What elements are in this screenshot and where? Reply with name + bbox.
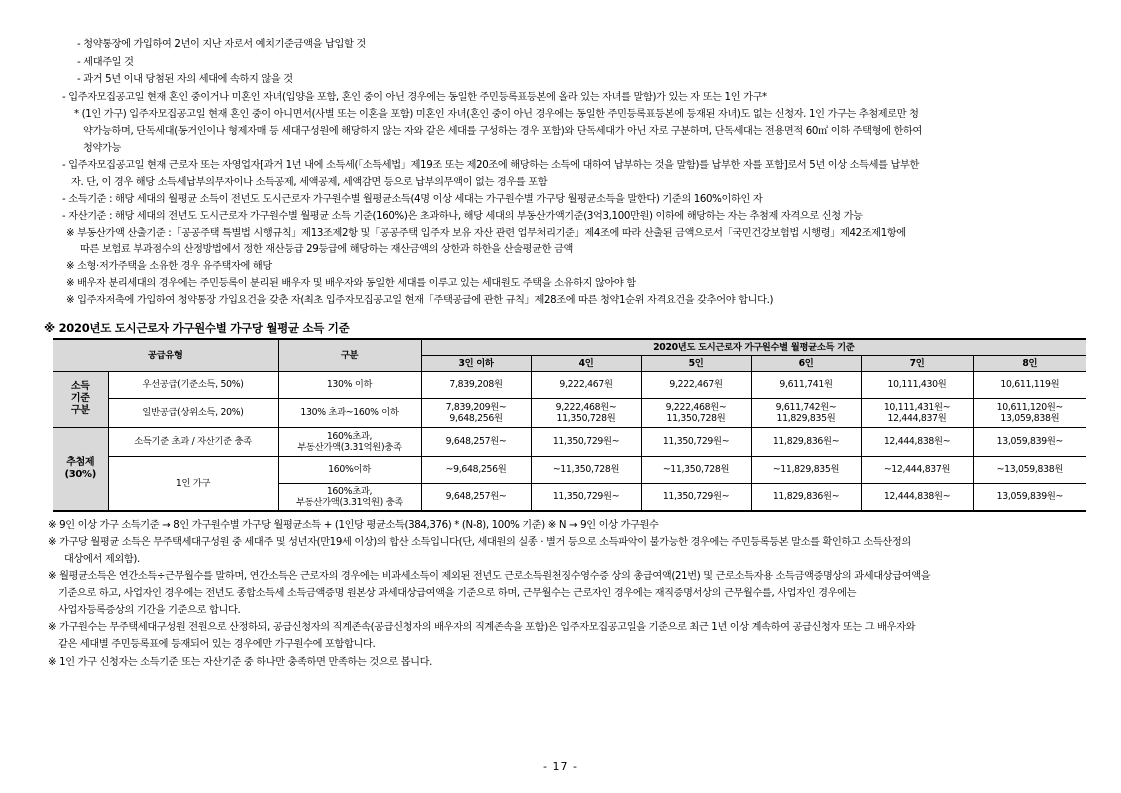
cell-type: 일반공급(상위소득, 20%)	[108, 398, 278, 427]
page-number: - 17 -	[543, 760, 578, 773]
cell-value: 12,444,838원~	[861, 427, 973, 456]
intro-line: 자. 단, 이 경우 해당 소득세납부의무자이나 소득공제, 세액공제, 세액감면 등으로 납부의무액이 없는 경우를 포함	[71, 177, 548, 188]
cell-value: 9,611,741원	[751, 371, 861, 398]
cell-value: 9,222,468원~ 11,350,728원	[641, 398, 751, 427]
header-size: 4인	[531, 355, 641, 371]
header-division: 구분	[278, 339, 421, 371]
table-row	[53, 398, 1086, 427]
cell-division: 160%이하	[278, 456, 421, 483]
footnote-line: 사업자등록증상의 기간을 기준으로 합니다.	[58, 605, 241, 616]
cell-value: ~11,829,835원	[751, 456, 861, 483]
footnote-line: ※ 9인 이상 가구 소득기준 → 8인 가구원수별 가구당 월평균소득 + (1인당 평균소득(384,376) * (N-8), 100% 기준) ※ N → 9인 이상 가구원수	[48, 520, 659, 531]
intro-line: 약가능하며, 단독세대(동거인이나 형제자매 등 세대구성원에 해당하지 않는 자와 같은 세대를 구성하는 경우 포함)와 단독세대가 아닌 자로 구분하며, 단독세대는 전용면적 60㎡ 이하 주택형에 한하여	[83, 126, 922, 137]
footnote-line: ※ 1인 가구 신청자는 소득기준 또는 자산기준 중 하나만 충족하면 만족하는 것으로 봅니다.	[48, 657, 433, 668]
cell-division: 160%초과, 부동산가액(3.31억원) 충족	[278, 483, 421, 511]
cell-value: ~11,350,728원	[641, 456, 751, 483]
table-row	[53, 371, 1086, 398]
cell-type: 우선공급(기준소득, 50%)	[108, 371, 278, 398]
intro-line: ※ 배우자 분리세대의 경우에는 주민등록이 분리된 배우자 및 배우자와 동일한 세대를 이루고 있는 세대원도 주택을 소유하지 않아야 함	[66, 278, 636, 289]
intro-line: - 세대주일 것	[77, 57, 134, 68]
cell-value: ~9,648,256원	[421, 456, 531, 483]
group-income-label: 소득 기준 구분	[53, 371, 108, 427]
cell-value: ~12,444,837원	[861, 456, 973, 483]
header-income-group: 2020년도 도시근로자 가구원수별 월평균소득 기준	[421, 339, 1086, 355]
cell-value: 9,222,468원~ 11,350,728원	[531, 398, 641, 427]
cell-value: 13,059,839원~	[973, 427, 1086, 456]
footnote-line: 기준으로 하고, 사업자인 경우에는 전년도 종합소득세 소득금액증명 원본상 과세대상급여액을 기준으로 하며, 근무월수는 근로자인 경우에는 재직증명서상의 근무월수를, 사업자인 경우에는	[58, 588, 857, 599]
header-size: 8인	[973, 355, 1086, 371]
cell-division: 160%초과, 부동산가액(3.31억원)충족	[278, 427, 421, 456]
group-lottery-label: 추첨제 (30%)	[53, 427, 108, 511]
cell-value: 9,648,257원~	[421, 483, 531, 511]
intro-line: - 입주자모집공고일 현재 근로자 또는 자영업자[과거 1년 내에 소득세(「소득세법」제19조 또는 제20조에 해당하는 소득에 대하여 납부하는 것을 말함)를 납부한 자를 포함]로서 5년 이상 소득세를 납부한	[62, 160, 919, 171]
cell-value: 11,350,729원~	[531, 427, 641, 456]
footnote-line: ※ 가구당 월평균 소득은 무주택세대구성원 중 세대주 및 성년자(만19세 이상)의 합산 소득입니다(단, 세대원의 실종 · 별거 등으로 소득파악이 불가능한 경우에는 주민등록등본 말소를 확인하고 소득산정의	[48, 537, 911, 548]
intro-line: ※ 입주자저축에 가입하여 청약통장 가입요건을 갖춘 자(최초 입주자모집공고일 현재「주택공급에 관한 규칙」제28조에 따른 청약1순위 자격요건을 갖추어야 합니다.)	[66, 295, 774, 306]
cell-division: 130% 이하	[278, 371, 421, 398]
intro-line: - 과거 5년 이내 당첨된 자의 세대에 속하지 않을 것	[77, 74, 293, 85]
cell-value: 10,611,119원	[973, 371, 1086, 398]
header-size: 5인	[641, 355, 751, 371]
header-size: 6인	[751, 355, 861, 371]
footnote-line: 같은 세대별 주민등록표에 등재되어 있는 경우에만 가구원수에 포함합니다.	[58, 639, 376, 650]
intro-line: - 자산기준 : 해당 세대의 전년도 도시근로자 가구원수별 월평균 소득 기준(160%)은 초과하나, 해당 세대의 부동산가액기준(3억3,100만원) 이하에 해당하는 자는 추첨제 자격으로 신청 가능	[62, 211, 863, 222]
cell-value: ~13,059,838원	[973, 456, 1086, 483]
cell-value: 9,648,257원~	[421, 427, 531, 456]
intro-line: - 청약통장에 가입하여 2년이 지난 자로서 예치기준금액을 납입할 것	[77, 39, 366, 50]
cell-value: 10,111,431원~ 12,444,837원	[861, 398, 973, 427]
cell-value: 11,829,836원~	[751, 483, 861, 511]
header-supply-type: 공급유형	[53, 339, 278, 371]
cell-type: 소득기준 초과 / 자산기준 충족	[108, 427, 278, 456]
footnote-line: ※ 월평균소득은 연간소득÷근무월수를 말하며, 연간소득은 근로자의 경우에는 비과세소득이 제외된 전년도 근로소득원천징수영수증 상의 총급여액(21번) 및 근로소득자용 소득금액증명상의 과세대상급여액을	[48, 571, 931, 582]
cell-value: 7,839,208원	[421, 371, 531, 398]
cell-value: 7,839,209원~ 9,648,256원	[421, 398, 531, 427]
cell-division: 130% 초과~160% 이하	[278, 398, 421, 427]
intro-line: ※ 소형·저가주택을 소유한 경우 유주택자에 해당	[66, 261, 272, 272]
intro-line: ※ 부동산가액 산출기준 :「공공주택 특별법 시행규칙」제13조제2항 및「공공주택 입주자 보유 자산 관련 업무처리기준」제4조에 따라 산출된 금액으로서「국민건강보험법 시행령」제42조제1항에	[66, 228, 906, 239]
cell-type: 1인 가구	[108, 456, 278, 511]
cell-value: 13,059,839원~	[973, 483, 1086, 511]
cell-value: 11,350,729원~	[641, 427, 751, 456]
cell-value: 9,222,467원	[641, 371, 751, 398]
cell-value: 11,350,729원~	[641, 483, 751, 511]
header-size: 7인	[861, 355, 973, 371]
cell-value: 9,611,742원~ 11,829,835원	[751, 398, 861, 427]
cell-value: 11,350,729원~	[531, 483, 641, 511]
footnote-line: ※ 가구원수는 무주택세대구성원 전원으로 산정하되, 공급신청자의 직계존속(공급신청자의 배우자의 직계존속을 포함)은 입주자모집공고일을 기준으로 최근 1년 이상 계속하여 공급신청자 또는 그 배우자와	[48, 622, 916, 633]
cell-value: 9,222,467원	[531, 371, 641, 398]
table-title: ※ 2020년도 도시근로자 가구원수별 가구당 월평균 소득 기준	[44, 321, 350, 335]
intro-line: - 소득기준 : 해당 세대의 월평균 소득이 전년도 도시근로자 가구원수별 월평균소득(4명 이상 세대는 가구원수별 가구당 월평균소득을 말한다) 기준의 160%이하인 자	[62, 194, 763, 205]
cell-value: 10,111,430원	[861, 371, 973, 398]
income-table	[53, 338, 1086, 512]
intro-line: - 입주자모집공고일 현재 혼인 중이거나 미혼인 자녀(입양을 포함, 혼인 중이 아닌 경우에는 동일한 주민등록표등본에 올라 있는 자녀를 말함)가 있는 자 또는 1인 가구*	[62, 92, 767, 103]
intro-line: 따른 보험료 부과점수의 산정방법에서 정한 재산등급 29등급에 해당하는 재산금액의 상한과 하한을 산술평균한 금액	[80, 244, 574, 255]
footnote-line: 대상에서 제외함).	[64, 554, 140, 565]
header-size: 3인 이하	[421, 355, 531, 371]
cell-value: 10,611,120원~ 13,059,838원	[973, 398, 1086, 427]
intro-line: * (1인 가구) 입주자모집공고일 현재 혼인 중이 아니면서(사별 또는 이혼을 포함) 미혼인 자녀(혼인 중이 아닌 경우에는 동일한 주민등록표등본에 등재된 자녀)도 없는 신청자. 1인 가구는 추첨제로만 청	[74, 109, 919, 120]
cell-value: 12,444,838원~	[861, 483, 973, 511]
intro-line: 청약가능	[83, 143, 121, 154]
cell-value: ~11,350,728원	[531, 456, 641, 483]
cell-value: 11,829,836원~	[751, 427, 861, 456]
table-row	[53, 456, 1086, 483]
table-row	[53, 427, 1086, 456]
